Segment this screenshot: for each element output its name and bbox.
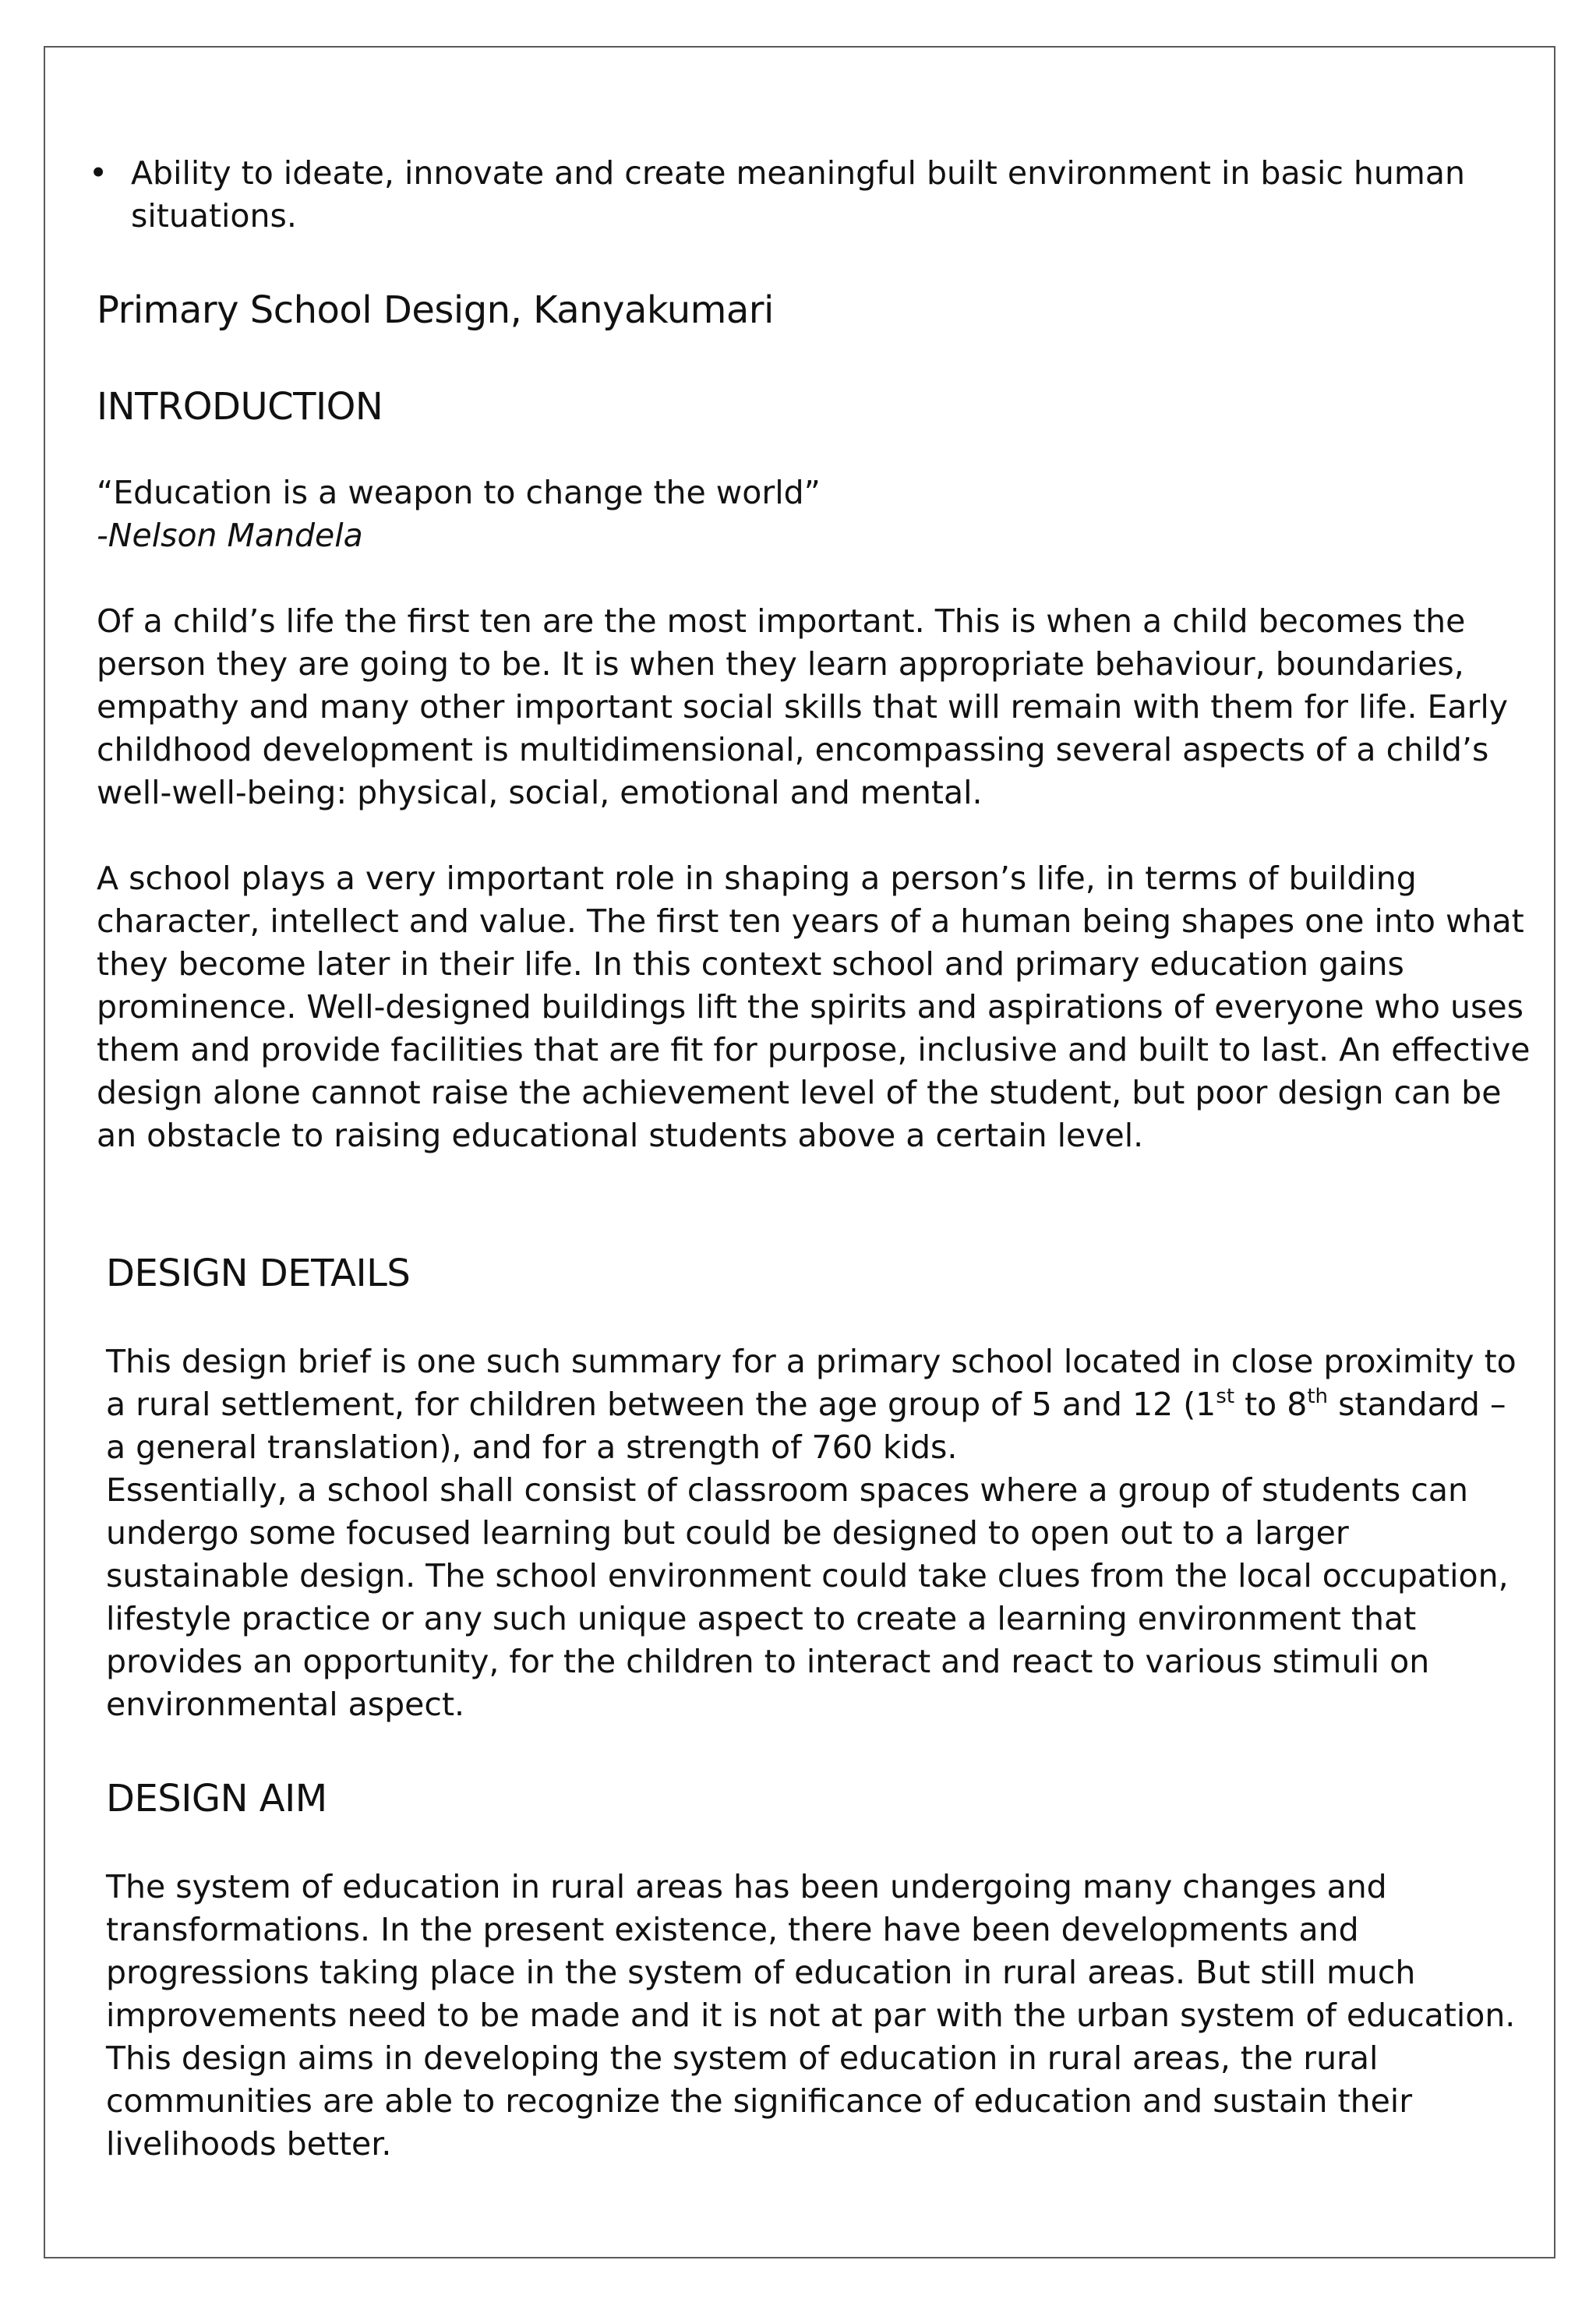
superscript-th: th <box>1307 1385 1329 1408</box>
intro-paragraph-2: A school plays a very important role in shaping a person’s life, in terms of building character, intellect and value. The first ten years of a human being shapes one into what they become later in their life. In this context school and primary education gains prominence. Well-designed buildings lift the spirits and aspirations of everyone who uses them and provide facilities that are fit for purpose, inclusive and built to last. An effective design alone cannot raise the achievement level of the student, but poor design can be an obstacle to raising educational students above a certain level. <box>97 860 1531 1154</box>
design-details-paragraph-1 <box>106 1340 1532 1469</box>
design-details-text-b: to 8 <box>1234 1386 1308 1423</box>
design-aim-paragraph: The system of education in rural areas has been undergoing many changes and transformations. In the present existence, there have been developments and progressions taking place in the system of education in rural areas. But still much improvements need to be made and it is not at par with the urban system of education. This design aims in developing the system of education in rural areas, the rural communities are able to recognize the significance of education and sustain their livelihoods better. <box>106 1868 1516 2163</box>
design-details-text-c: standard – a general translation), and for a strength of 760 kids. <box>106 1386 1506 1466</box>
design-aim-heading: DESIGN AIM <box>106 1777 327 1820</box>
intro-quote-author: -Nelson Mandela <box>97 517 363 554</box>
introduction-heading: INTRODUCTION <box>97 385 383 429</box>
superscript-st: st <box>1216 1385 1235 1408</box>
bullet-text: Ability to ideate, innovate and create meaningful built environment in basic human situations. <box>131 154 1465 235</box>
intro-paragraph-1: Of a child’s life the first ten are the most important. This is when a child becomes the person they are going to be. It is when they learn appropriate behaviour, boundaries, empathy and many other important social skills that will remain with them for life. Early childhood development is multidimensional, encompassing several aspects of a child’s well-well-being: physical, social, emotional and mental. <box>97 602 1509 811</box>
bullet-symbol: • <box>89 154 108 192</box>
document-content <box>89 152 1531 2166</box>
design-details-text-a: This design brief is one such summary for a primary school located in close proximity to a rural settlement, for children between the age group of 5 and 12 (1 <box>106 1343 1517 1423</box>
design-details-paragraph-2: Essentially, a school shall consist of classroom spaces where a group of students can undergo some focused learning but could be designed to open out to a larger sustainable design. The school environment could take clues from the local occupation, lifestyle practice or any such unique aspect to create a learning environment that provides an opportunity, for the children to interact and react to various stimuli on environmental aspect. <box>106 1471 1509 1723</box>
bullet-item <box>89 152 1510 238</box>
intro-quote: “Education is a weapon to change the world” <box>97 474 821 511</box>
project-title: Primary School Design, Kanyakumari <box>97 288 774 332</box>
design-details-heading: DESIGN DETAILS <box>106 1252 411 1295</box>
